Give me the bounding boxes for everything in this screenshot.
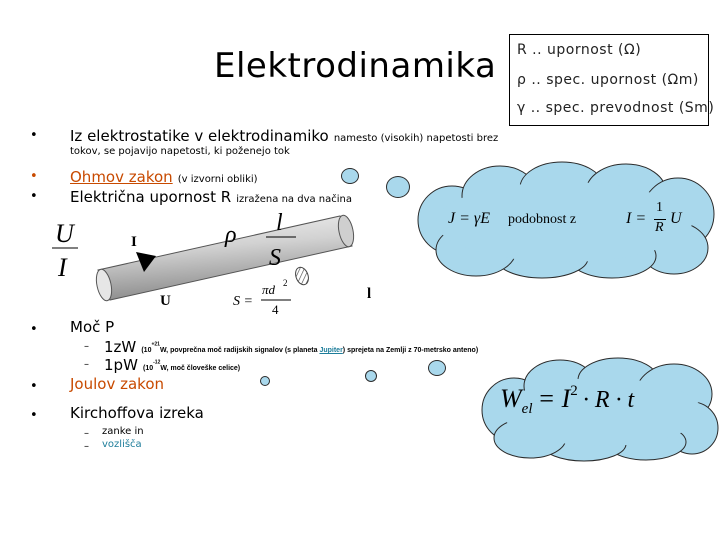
label-length: l — [367, 286, 372, 302]
area-eq: S = — [233, 294, 253, 309]
bullet-marker: • — [30, 189, 38, 204]
list-item — [104, 337, 478, 356]
power-zw-exp: +21 — [151, 341, 160, 348]
nodes-text: vozlišča — [102, 439, 142, 450]
dash-marker: – — [84, 441, 89, 452]
page-title: Elektrodinamika — [214, 46, 497, 86]
joule-formula-rest: = I — [537, 384, 571, 413]
bullet-1-text: Iz elektrostatike v elektrodinamiko — [70, 127, 329, 145]
power-zw-pre: (10 — [141, 347, 152, 354]
bullet-marker: • — [30, 408, 38, 423]
bullet-1-note: namesto (visokih) napetosti brez — [333, 133, 499, 144]
fraction-s: S — [269, 245, 281, 271]
fraction-u: U — [55, 219, 74, 248]
fraction-l: l — [276, 210, 283, 236]
joule-formula-sq: 2 — [570, 383, 578, 399]
bullet-1-continuation: tokov, se pojavijo napetosti, ki poženejo tok — [70, 146, 290, 157]
bubble-dot-3 — [428, 360, 446, 376]
bubble-small — [341, 168, 359, 184]
joule-law-link[interactable]: Joulov zakon — [70, 375, 164, 393]
dash-marker: – — [84, 428, 89, 439]
definition-conductivity: γ .. spec. prevodnost (Sm) — [517, 100, 715, 116]
cloud-formula-row — [448, 200, 698, 246]
power-pw-value: 1pW — [104, 356, 138, 374]
list-item — [70, 167, 258, 186]
bullet-marker: • — [30, 322, 38, 337]
ohm-formula-den: R — [655, 220, 664, 235]
joule-formula — [500, 384, 700, 424]
fraction-i: I — [58, 253, 67, 282]
bullet-marker: • — [30, 169, 38, 184]
bullet-6-text: Kirchoffova izreka — [70, 404, 204, 422]
bullet-marker: • — [30, 128, 38, 143]
bubble-dot-1 — [260, 376, 270, 386]
jupiter-link[interactable]: Jupiter — [319, 347, 343, 354]
similarity-label: podobnost z — [508, 212, 577, 227]
loops-text: zanke in — [102, 426, 144, 437]
joule-formula-tail: · R · t — [582, 387, 635, 413]
current-density-formula: J = γE — [448, 210, 490, 227]
definition-resistance: R .. upornost (Ω) — [517, 42, 642, 58]
bullet-2-note: (v izvorni obliki) — [177, 174, 258, 185]
bullet-3-text: Električna upornost R — [70, 188, 232, 206]
label-current: I — [131, 234, 137, 250]
list-item — [70, 126, 498, 145]
power-pw-pre: (10 — [143, 365, 154, 372]
power-pw-exp: -12 — [153, 359, 161, 366]
denominator-4: 4 — [272, 302, 279, 317]
power-zw-value: 1zW — [104, 338, 137, 356]
dash-marker: – — [84, 341, 89, 352]
ohm-law-link[interactable]: Ohmov zakon — [70, 168, 173, 186]
rho-symbol: ρ — [225, 222, 237, 248]
power-zw-desc-end: ) sprejeta na Zemlji z 70-metrsko anteno) — [342, 347, 479, 354]
ohm-formula-num: 1 — [656, 200, 663, 215]
pi-d: πd — [262, 282, 276, 297]
power-zw-desc: W, povprečna moč radijskih signalov (s planeta — [159, 347, 320, 354]
list-item — [70, 187, 352, 206]
bubble-dot-2 — [365, 370, 377, 382]
bullet-4-text: Moč P — [70, 318, 115, 336]
power-pw-desc: W, moč človeške celice) — [160, 365, 241, 372]
list-item — [104, 355, 240, 374]
bullet-3-note: izražena na dva načina — [236, 194, 353, 205]
bullet-marker: • — [30, 379, 38, 394]
joule-formula-sub: el — [521, 401, 533, 417]
resistor-diagram — [40, 208, 370, 326]
bubble-medium — [386, 176, 410, 198]
definition-resistivity: ρ .. spec. upornost (Ωm) — [517, 72, 699, 88]
joule-formula-w: W — [500, 384, 522, 413]
ohm-formula-lhs: I = — [626, 210, 647, 227]
cross-section-icon — [293, 265, 310, 286]
exponent-2: 2 — [283, 278, 288, 288]
label-voltage: U — [160, 293, 171, 309]
ohm-formula-u: U — [670, 210, 682, 227]
dash-marker: – — [84, 359, 89, 370]
